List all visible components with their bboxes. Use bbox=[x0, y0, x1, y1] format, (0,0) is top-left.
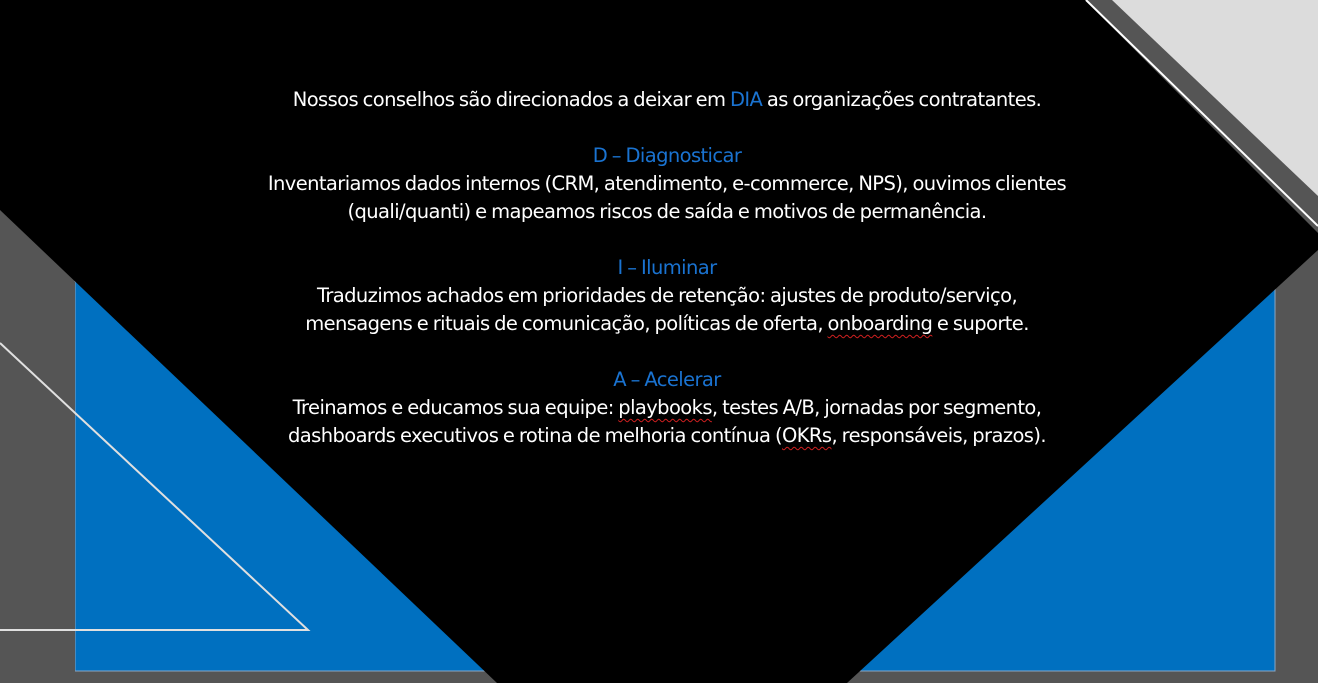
iluminar-line-2-before: mensagens e rituais de comunicação, políticas de oferta, bbox=[305, 312, 828, 335]
acelerar-line-1-after: , testes A/B, jornadas por segmento, bbox=[711, 396, 1042, 419]
spacer bbox=[200, 114, 1134, 142]
section-heading-acelerar: A – Acelerar bbox=[613, 368, 721, 391]
intro-paragraph bbox=[200, 86, 1134, 114]
intro-highlight-dia: DIA bbox=[729, 88, 763, 111]
content-text-block[interactable] bbox=[200, 86, 1134, 450]
iluminar-line-2-after: e suporte. bbox=[932, 312, 1029, 335]
spellcheck-flagged-word[interactable]: OKRs bbox=[782, 424, 832, 447]
section-heading-iluminar: I – Iluminar bbox=[617, 256, 717, 279]
section-heading-diagnosticar: D – Diagnosticar bbox=[592, 144, 742, 167]
intro-text-after: as organizações contratantes. bbox=[762, 88, 1042, 111]
spellcheck-flagged-word[interactable]: onboarding bbox=[827, 312, 933, 335]
acelerar-line-2-before: dashboards executivos e rotina de melhoria contínua ( bbox=[288, 424, 782, 447]
section-diagnosticar-line-2: (quali/quanti) e mapeamos riscos de saída e motivos de permanência. bbox=[347, 200, 987, 223]
intro-text-before: Nossos conselhos são direcionados a deixar em bbox=[292, 88, 730, 111]
section-diagnosticar-line-1: Inventariamos dados internos (CRM, atendimento, e-commerce, NPS), ouvimos clientes bbox=[267, 172, 1067, 195]
spacer bbox=[200, 338, 1134, 366]
left-gray-wedge bbox=[0, 210, 75, 683]
spellcheck-flagged-word[interactable]: playbooks bbox=[618, 396, 712, 419]
section-acelerar-line-1 bbox=[200, 394, 1134, 422]
section-iluminar-line-2 bbox=[200, 310, 1134, 338]
acelerar-line-1-before: Treinamos e educamos sua equipe: bbox=[292, 396, 619, 419]
spacer bbox=[200, 226, 1134, 254]
section-acelerar-line-2 bbox=[200, 422, 1134, 450]
acelerar-line-2-after: , responsáveis, prazos). bbox=[831, 424, 1046, 447]
section-iluminar-line-1: Traduzimos achados em prioridades de retenção: ajustes de produto/serviço, bbox=[316, 284, 1018, 307]
